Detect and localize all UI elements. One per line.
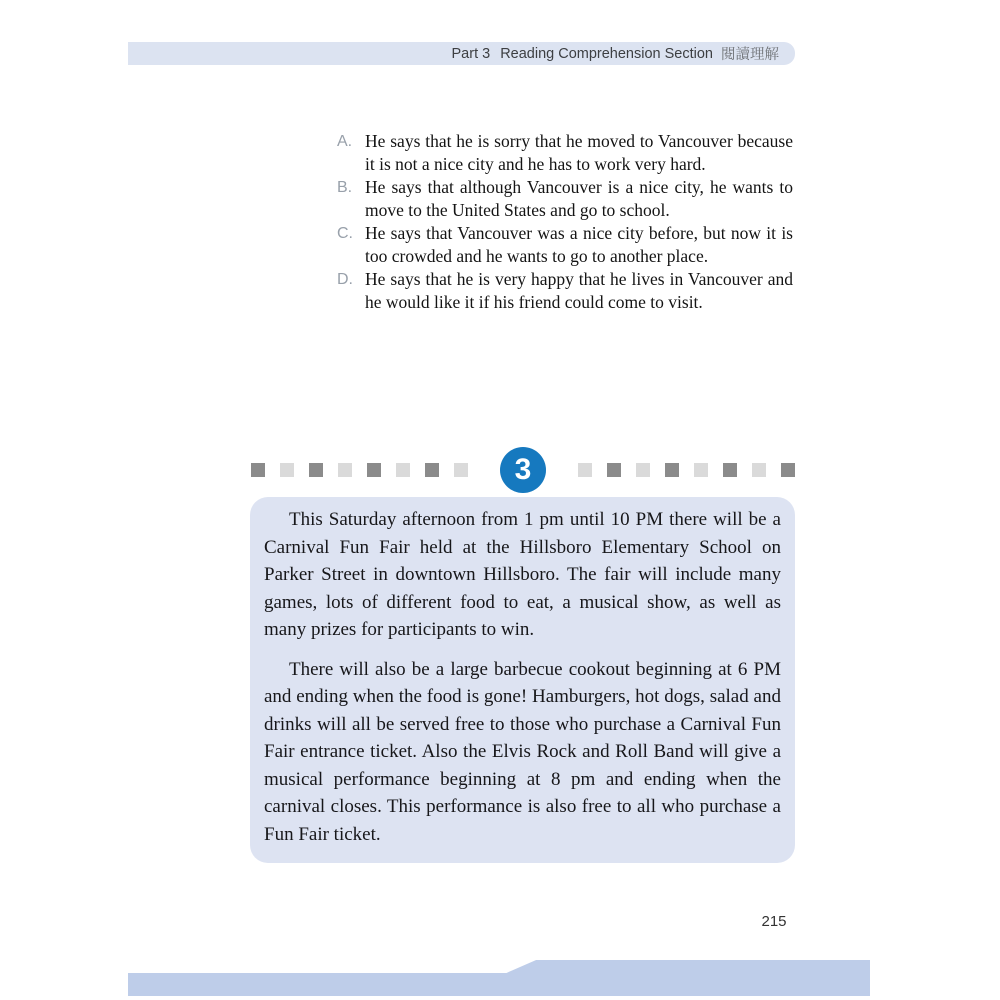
divider-square bbox=[636, 463, 650, 477]
divider-square bbox=[280, 463, 294, 477]
question-number-badge: 3 bbox=[500, 447, 546, 493]
footer-decoration-bar bbox=[128, 960, 870, 996]
divider-square bbox=[781, 463, 795, 477]
divider-square bbox=[665, 463, 679, 477]
option-c-text: He says that Vancouver was a nice city before, but now it is too crowded and he wants to go to another place. bbox=[365, 223, 793, 266]
page-number: 215 bbox=[761, 913, 787, 930]
option-b-letter: B. bbox=[337, 179, 353, 196]
header-part-label: Part 3 bbox=[451, 45, 491, 62]
option-a-letter: A. bbox=[337, 133, 353, 150]
option-d-text: He says that he is very happy that he lives in Vancouver and he would like it if his friend could come to visit. bbox=[365, 269, 793, 312]
section-header-bar bbox=[128, 42, 795, 65]
section-divider bbox=[251, 447, 795, 493]
option-c-letter: C. bbox=[337, 225, 353, 242]
option-b bbox=[337, 176, 793, 222]
divider-squares-right bbox=[578, 463, 795, 477]
option-d-letter: D. bbox=[337, 271, 353, 288]
divider-square bbox=[752, 463, 766, 477]
divider-square bbox=[367, 463, 381, 477]
divider-square bbox=[578, 463, 592, 477]
divider-square bbox=[723, 463, 737, 477]
divider-square bbox=[396, 463, 410, 477]
divider-square bbox=[251, 463, 265, 477]
divider-squares-left bbox=[251, 463, 468, 477]
reading-passage-box bbox=[250, 497, 795, 863]
answer-options-list bbox=[337, 130, 793, 314]
divider-square bbox=[607, 463, 621, 477]
divider-square bbox=[694, 463, 708, 477]
option-a bbox=[337, 130, 793, 176]
option-a-text: He says that he is sorry that he moved to Vancouver because it is not a nice city and he has to work very hard. bbox=[365, 131, 793, 174]
option-c bbox=[337, 222, 793, 268]
option-b-text: He says that although Vancouver is a nice city, he wants to move to the United States and go to school. bbox=[365, 177, 793, 220]
divider-square bbox=[338, 463, 352, 477]
divider-square bbox=[454, 463, 468, 477]
passage-paragraph-1: This Saturday afternoon from 1 pm until 10 PM there will be a Carnival Fun Fair held at the Hillsboro Elementary School on Parker Street in downtown Hillsboro. The fair will include many games, lots of different food to eat, a musical show, as well as many prizes for participants to win. bbox=[264, 509, 781, 640]
passage-paragraph-2: There will also be a large barbecue cookout beginning at 6 PM and ending when the food is gone! Hamburgers, hot dogs, salad and drinks will all be served free to those who purchase a Carnival Fun Fair entrance ticket. Also the Elvis Rock and Roll Band will give a musical performance beginning at 8 pm and ending when the carnival closes. This performance is also free to all who purchase a Fun Fair ticket. bbox=[264, 658, 781, 845]
divider-square bbox=[309, 463, 323, 477]
divider-square bbox=[425, 463, 439, 477]
header-title: Reading Comprehension Section bbox=[500, 45, 713, 62]
option-d bbox=[337, 268, 793, 314]
header-title-chinese: 閱讀理解 bbox=[721, 47, 779, 63]
